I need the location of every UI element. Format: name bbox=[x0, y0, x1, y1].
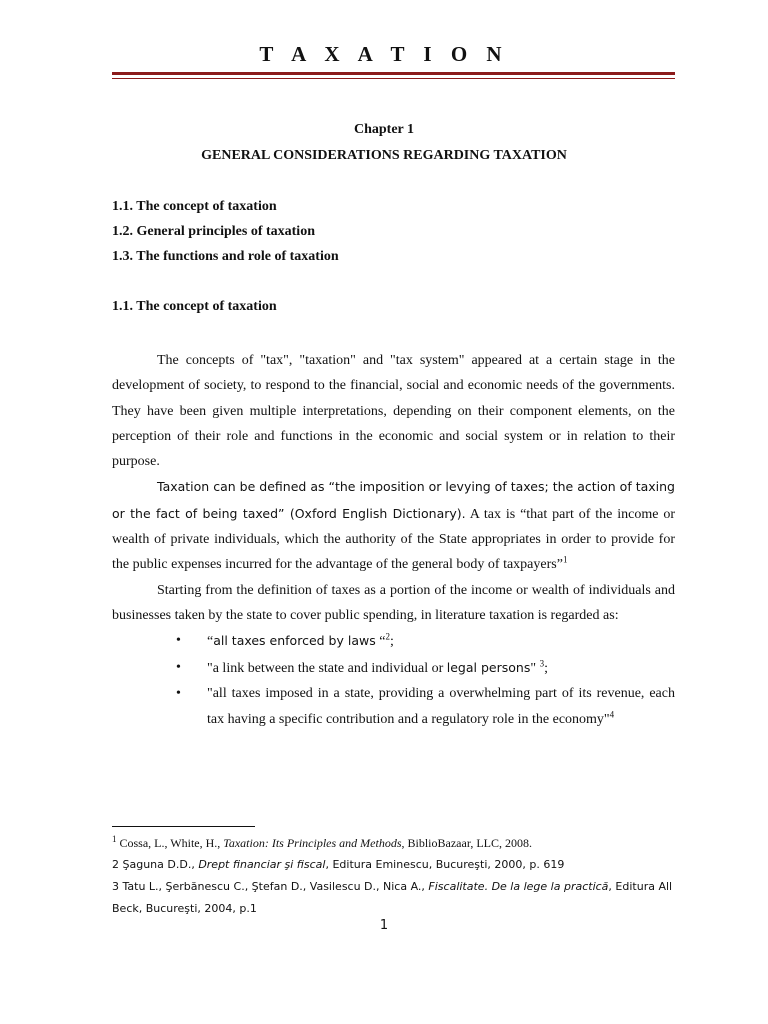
header-rule-thick bbox=[112, 72, 675, 75]
bullet-icon: • bbox=[176, 659, 181, 675]
definition-text: Taxation can be defined as “the imposition or levying of taxes; the action of taxing or the fact of being taxed” (Oxford English Dictionary). bbox=[112, 479, 675, 521]
chapter-title: GENERAL CONSIDERATIONS REGARDING TAXATION bbox=[201, 148, 567, 163]
footnote-1: $^1$ Cossa, L., White, H., Taxation: Its Principles and Methods, BiblioBazaar, LLC, 2008. bbox=[112, 834, 532, 850]
paragraph-3: Starting from the definition of taxes as a portion of the income or wealth of individuals and businesses taken by the state to cover public spending, in literature taxation is regarded as: bbox=[112, 582, 675, 623]
bullet-icon: • bbox=[176, 685, 181, 701]
list-item: • "a link between the state and individual or legal persons" $^3$; bbox=[112, 655, 675, 681]
chapter-label: Chapter 1 bbox=[353, 122, 415, 137]
page-header-title: T A X A T I O N bbox=[259, 42, 509, 66]
page-number: 1 bbox=[379, 918, 389, 933]
list-item: • "all taxes imposed in a state, providing a overwhelming part of its revenue, each tax having a specific contribution and a regulatory role in the economy"$^4$ bbox=[112, 681, 675, 733]
footnote-divider bbox=[112, 826, 255, 827]
definition-rest: A tax is “that part of the income or wealth of private individuals, which the authority of the State appropriates in order to provide for the public expenses incurred for the advantage of the general body of taxpayers” bbox=[112, 506, 675, 573]
footnote-3: 3 Tatu L., Şerbănescu C., Ştefan D., Vasilescu D., Nica A., Fiscalitate. De la lege la practică, Editura All Beck, Bucureşti, 2004, p.1 bbox=[112, 880, 673, 915]
footnotes bbox=[112, 832, 675, 920]
paragraph-2 bbox=[112, 474, 675, 577]
table-of-contents bbox=[112, 198, 339, 273]
footnote-ref: 1 bbox=[562, 554, 568, 565]
footnote-2: 2 Şaguna D.D., Drept financiar şi fiscal, Editura Eminescu, Bucureşti, 2000, p. 619 bbox=[112, 858, 565, 871]
paragraph-1: The concepts of "tax", "taxation" and "tax system" appeared at a certain stage in the development of society, to respond to the financial, social and economic needs of the governments. They have been given multiple interpretations, depending on their component elements, on the perception of their role and functions in the economic and social system or in relation to their purpose. bbox=[112, 353, 675, 470]
header-rule-thin bbox=[112, 78, 675, 79]
bullet-list bbox=[112, 628, 675, 732]
footnote-ref: 3 bbox=[539, 657, 545, 668]
footnote-ref: 2 bbox=[385, 631, 390, 642]
footnote-ref: 4 bbox=[609, 709, 615, 720]
body-text bbox=[112, 348, 675, 732]
toc-item: 1.2. General principles of taxation bbox=[112, 224, 315, 239]
list-item: • “all taxes enforced by laws “$^2$; bbox=[112, 628, 675, 654]
bullet-icon: • bbox=[176, 633, 181, 649]
section-heading: 1.1. The concept of taxation bbox=[112, 299, 277, 314]
toc-item: 1.3. The functions and role of taxation bbox=[112, 249, 339, 264]
toc-item: 1.1. The concept of taxation bbox=[112, 199, 277, 214]
